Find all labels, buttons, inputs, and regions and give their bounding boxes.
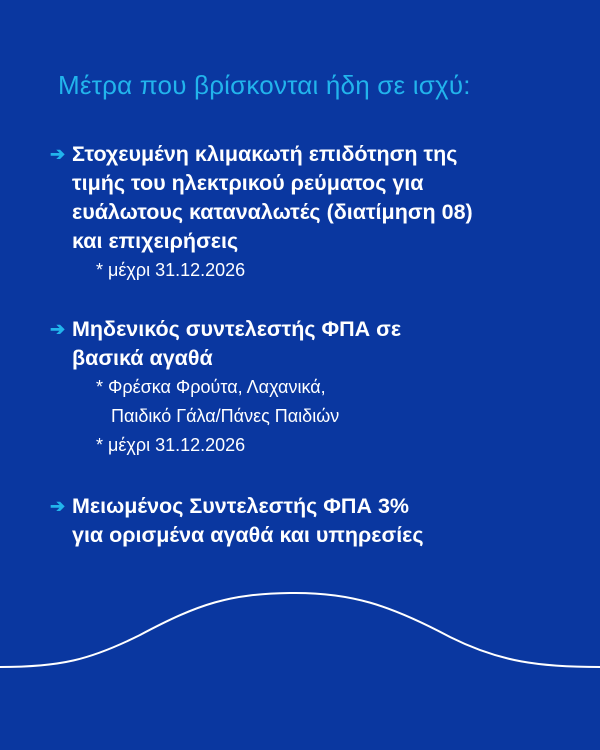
arrow-right-icon: ➔ [50,319,66,339]
item-line: Στοχευμένη κλιμακωτή επιδότηση της [72,142,458,166]
arrow-right-icon: ➔ [50,144,66,164]
item-note: * μέχρι 31.12.2026 [96,435,246,455]
arrow-right-icon: ➔ [50,496,66,516]
item-line: και επιχειρήσεις [72,229,239,253]
item-note: * μέχρι 31.12.2026 [96,260,246,280]
page-title: Μέτρα που βρίσκονται ήδη σε ισχύ: [58,70,471,100]
item-line: βασικά αγαθά [72,346,213,370]
item-line: για ορισμένα αγαθά και υπηρεσίες [72,523,424,547]
item-note: Παιδικό Γάλα/Πάνες Παιδιών [111,406,340,426]
item-line: τιμής του ηλεκτρικού ρεύματος για [72,171,424,195]
item-note: * Φρέσκα Φρούτα, Λαχανικά, [96,377,326,397]
item-line: ευάλωτους καταναλωτές (διατίμηση 08) [72,200,473,224]
item-line: Μηδενικός συντελεστής ΦΠΑ σε [72,317,402,341]
item-line: Μειωμένος Συντελεστής ΦΠΑ 3% [72,494,410,518]
